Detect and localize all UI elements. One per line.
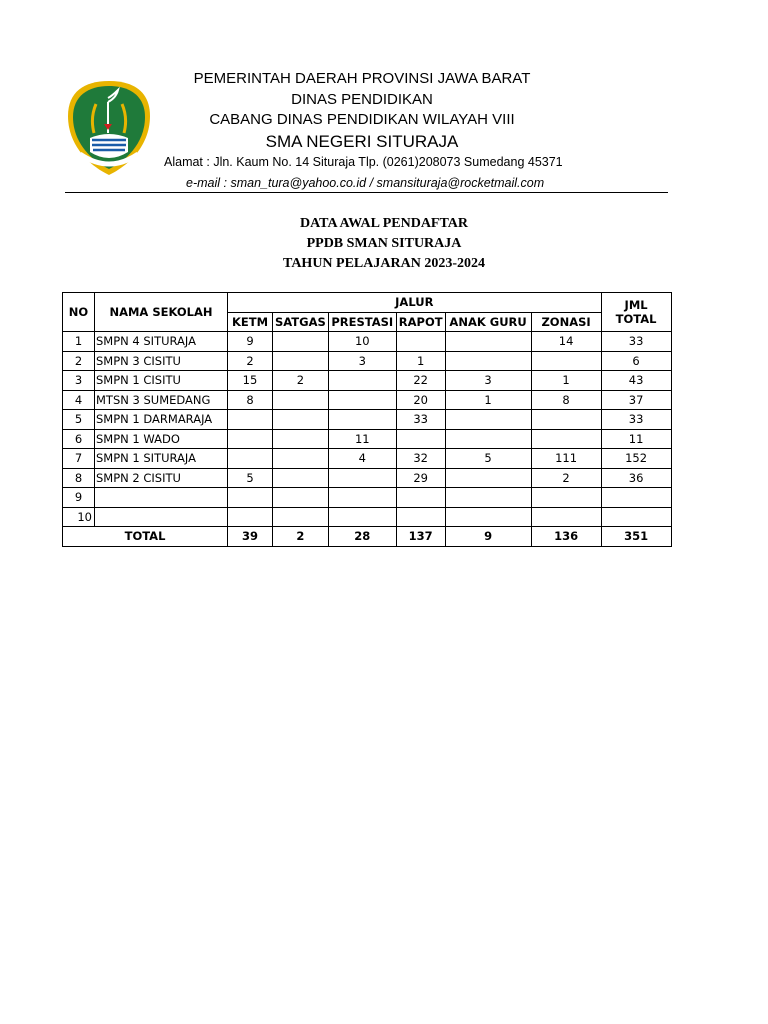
- table-row: [63, 449, 672, 469]
- row-total: 6: [601, 351, 671, 371]
- row-prestasi: [328, 390, 396, 410]
- row-anak-guru: [445, 429, 531, 449]
- table-row: [63, 390, 672, 410]
- row-prestasi: [328, 468, 396, 488]
- row-rapot: [396, 488, 445, 508]
- row-rapot: 20: [396, 390, 445, 410]
- row-prestasi: [328, 410, 396, 430]
- col-header-school: NAMA SEKOLAH: [95, 293, 228, 332]
- row-satgas: [273, 390, 329, 410]
- row-no: 5: [63, 410, 95, 430]
- row-school: MTSN 3 SUMEDANG: [95, 390, 228, 410]
- row-satgas: 2: [273, 371, 329, 391]
- row-prestasi: 4: [328, 449, 396, 469]
- row-no: 4: [63, 390, 95, 410]
- total-zonasi: 136: [531, 527, 601, 547]
- row-total: 33: [601, 410, 671, 430]
- row-satgas: [273, 449, 329, 469]
- school-address: Alamat : Jln. Kaum No. 14 Situraja Tlp. (0261)208073 Sumedang 45371: [164, 155, 563, 169]
- row-ketm: 8: [228, 390, 273, 410]
- row-rapot: [396, 429, 445, 449]
- row-rapot: 22: [396, 371, 445, 391]
- row-no: 9: [63, 488, 95, 508]
- row-satgas: [273, 488, 329, 508]
- col-header-ketm: KETM: [228, 312, 273, 332]
- row-total: 37: [601, 390, 671, 410]
- letterhead: [62, 62, 668, 194]
- row-rapot: [396, 507, 445, 527]
- row-anak-guru: [445, 468, 531, 488]
- total-prestasi: 28: [328, 527, 396, 547]
- table-row: [63, 410, 672, 430]
- row-satgas: [273, 429, 329, 449]
- row-zonasi: 2: [531, 468, 601, 488]
- row-ketm: 15: [228, 371, 273, 391]
- row-satgas: [273, 332, 329, 352]
- row-school: SMPN 3 CISITU: [95, 351, 228, 371]
- row-total: [601, 488, 671, 508]
- row-school: [95, 488, 228, 508]
- row-ketm: 2: [228, 351, 273, 371]
- row-no: 10: [63, 507, 95, 527]
- row-zonasi: [531, 410, 601, 430]
- branch-line: CABANG DINAS PENDIDIKAN WILAYAH VIII: [209, 111, 515, 128]
- table-total-row: [63, 527, 672, 547]
- row-total: 152: [601, 449, 671, 469]
- row-prestasi: [328, 371, 396, 391]
- row-ketm: [228, 507, 273, 527]
- row-zonasi: 14: [531, 332, 601, 352]
- row-anak-guru: [445, 351, 531, 371]
- row-no: 2: [63, 351, 95, 371]
- row-no: 6: [63, 429, 95, 449]
- agency-line: DINAS PENDIDIKAN: [291, 91, 433, 108]
- table-header-row: [63, 293, 672, 313]
- row-school: SMPN 1 CISITU: [95, 371, 228, 391]
- row-prestasi: 11: [328, 429, 396, 449]
- row-zonasi: 1: [531, 371, 601, 391]
- row-ketm: 9: [228, 332, 273, 352]
- row-satgas: [273, 410, 329, 430]
- row-prestasi: [328, 507, 396, 527]
- total-grand: 351: [601, 527, 671, 547]
- row-prestasi: 10: [328, 332, 396, 352]
- row-school: [95, 507, 228, 527]
- row-anak-guru: [445, 332, 531, 352]
- row-total: 11: [601, 429, 671, 449]
- total-label: TOTAL: [63, 527, 228, 547]
- row-anak-guru: 3: [445, 371, 531, 391]
- total-satgas: 2: [273, 527, 329, 547]
- row-ketm: [228, 488, 273, 508]
- col-header-no: NO: [63, 293, 95, 332]
- table-row: [63, 429, 672, 449]
- row-anak-guru: 5: [445, 449, 531, 469]
- row-rapot: [396, 332, 445, 352]
- row-anak-guru: 1: [445, 390, 531, 410]
- col-header-jalur: JALUR: [228, 293, 602, 313]
- row-zonasi: [531, 488, 601, 508]
- col-header-satgas: SATGAS: [273, 312, 329, 332]
- row-total: 43: [601, 371, 671, 391]
- table-row: [63, 371, 672, 391]
- row-total: 36: [601, 468, 671, 488]
- row-rapot: 33: [396, 410, 445, 430]
- row-ketm: [228, 410, 273, 430]
- row-no: 1: [63, 332, 95, 352]
- col-header-total: JML TOTAL: [601, 293, 671, 332]
- table-row: [63, 351, 672, 371]
- row-zonasi: [531, 429, 601, 449]
- title-line-3: TAHUN PELAJARAN 2023-2024: [283, 256, 485, 271]
- row-total: [601, 507, 671, 527]
- row-no: 8: [63, 468, 95, 488]
- row-total: 33: [601, 332, 671, 352]
- row-school: SMPN 1 WADO: [95, 429, 228, 449]
- row-anak-guru: [445, 410, 531, 430]
- document-title: [0, 214, 768, 274]
- col-header-zonasi: ZONASI: [531, 312, 601, 332]
- col-header-prestasi: PRESTASI: [328, 312, 396, 332]
- row-prestasi: 3: [328, 351, 396, 371]
- row-satgas: [273, 468, 329, 488]
- row-no: 3: [63, 371, 95, 391]
- row-zonasi: [531, 351, 601, 371]
- total-ketm: 39: [228, 527, 273, 547]
- total-anak-guru: 9: [445, 527, 531, 547]
- row-zonasi: 8: [531, 390, 601, 410]
- total-rapot: 137: [396, 527, 445, 547]
- row-satgas: [273, 351, 329, 371]
- table-row: [63, 507, 672, 527]
- row-no: 7: [63, 449, 95, 469]
- row-school: SMPN 2 CISITU: [95, 468, 228, 488]
- table-row: [63, 332, 672, 352]
- title-line-2: PPDB SMAN SITURAJA: [306, 236, 462, 251]
- row-zonasi: 111: [531, 449, 601, 469]
- row-school: SMPN 4 SITURAJA: [95, 332, 228, 352]
- row-anak-guru: [445, 507, 531, 527]
- school-name: SMA NEGERI SITURAJA: [265, 132, 459, 151]
- row-ketm: 5: [228, 468, 273, 488]
- table-row: [63, 488, 672, 508]
- row-school: SMPN 1 DARMARAJA: [95, 410, 228, 430]
- row-school: SMPN 1 SITURAJA: [95, 449, 228, 469]
- row-anak-guru: [445, 488, 531, 508]
- col-header-rapot: RAPOT: [396, 312, 445, 332]
- row-rapot: 32: [396, 449, 445, 469]
- row-prestasi: [328, 488, 396, 508]
- letterhead-divider: [65, 192, 668, 193]
- row-rapot: 29: [396, 468, 445, 488]
- row-ketm: [228, 429, 273, 449]
- row-zonasi: [531, 507, 601, 527]
- west-java-emblem-logo: [64, 78, 154, 178]
- row-satgas: [273, 507, 329, 527]
- government-line: PEMERINTAH DAERAH PROVINSI JAWA BARAT: [193, 70, 531, 87]
- row-rapot: 1: [396, 351, 445, 371]
- school-email: e-mail : sman_tura@yahoo.co.id / smansituraja@rocketmail.com: [186, 176, 545, 190]
- table-row: [63, 468, 672, 488]
- col-header-anak-guru: ANAK GURU: [445, 312, 531, 332]
- row-ketm: [228, 449, 273, 469]
- registrants-table: [62, 292, 672, 547]
- title-line-1: DATA AWAL PENDAFTAR: [299, 216, 469, 231]
